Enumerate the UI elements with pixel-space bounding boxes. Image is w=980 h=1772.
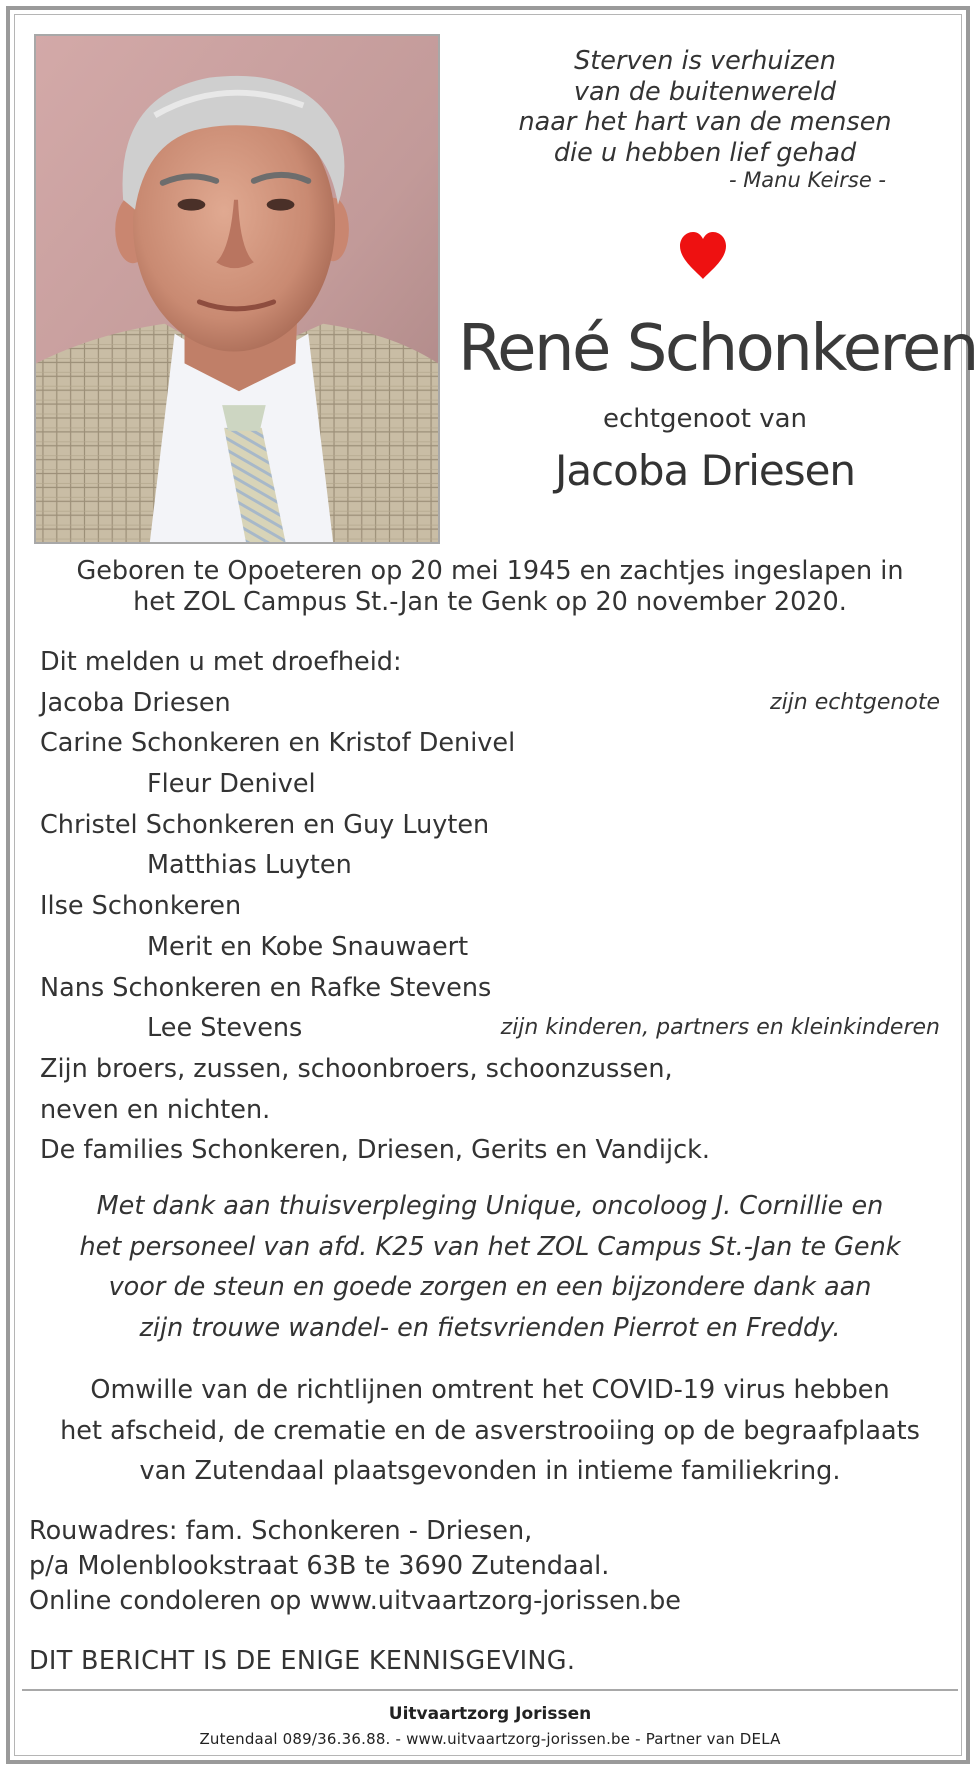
final-notice: DIT BERICHT IS DE ENIGE KENNISGEVING. xyxy=(29,1646,576,1676)
address-line: p/a Molenblookstraat 63B te 3690 Zutendaal. xyxy=(29,1551,610,1581)
quote-line: naar het hart van de mensen xyxy=(518,107,892,137)
covid-line: Omwille van de richtlijnen omtrent het COVID-19 virus hebben xyxy=(90,1375,890,1405)
family-intro: Dit melden u met droefheid: xyxy=(40,647,402,677)
portrait-photo xyxy=(34,34,440,544)
family-member: Fleur Denivel xyxy=(147,769,316,800)
family-member: Jacoba Driesen zijn echtgenote xyxy=(40,683,940,724)
extended-family: neven en nichten. xyxy=(40,1094,271,1125)
deceased-name: René Schonkeren xyxy=(458,312,977,386)
covid-line: het afscheid, de crematie en de asverstrooiing op de begraafplaats xyxy=(60,1415,920,1446)
thanks-text xyxy=(34,1186,946,1349)
extended-family: De families Schonkeren, Driesen, Gerits en Vandijck. xyxy=(40,1135,710,1166)
heart-icon xyxy=(677,230,729,282)
thanks-line: het personeel van afd. K25 van het ZOL Campus St.-Jan te Genk xyxy=(79,1231,901,1262)
footer-contact: Zutendaal 089/36.36.88. - www.uitvaartzorg-jorissen.be - Partner van DELA xyxy=(199,1730,781,1748)
covid-line: van Zutendaal plaatsgevonden in intieme familiekring. xyxy=(139,1456,841,1487)
address-line: Online condoleren op www.uitvaartzorg-jorissen.be xyxy=(29,1586,681,1616)
quote-line: van de buitenwereld xyxy=(573,76,837,107)
family-member: Lee Stevens zijn kinderen, partners en kleinkinderen xyxy=(40,1008,940,1049)
birth-line: Geboren te Opoeteren op 20 mei 1945 en zachtjes ingeslapen in xyxy=(76,556,904,586)
family-list xyxy=(40,642,940,1171)
birth-text xyxy=(34,556,946,618)
quote-line: die u hebben lief gehad xyxy=(553,137,857,168)
family-member: Merit en Kobe Snauwaert xyxy=(147,931,469,962)
thanks-line: zijn trouwe wandel- en fietsvrienden Pierrot en Freddy. xyxy=(139,1313,841,1344)
family-member: Carine Schonkeren en Kristof Denivel xyxy=(40,728,516,759)
thanks-line: voor de steun en goede zorgen en een bijzondere dank aan xyxy=(108,1272,872,1303)
quote-author: - Manu Keirse - xyxy=(728,168,886,192)
quote xyxy=(478,46,932,168)
covid-text xyxy=(34,1370,946,1492)
relation-note: zijn echtgenote xyxy=(770,689,940,715)
relation-note: zijn kinderen, partners en kleinkinderen xyxy=(500,1015,940,1041)
relation-label: echtgenoot van xyxy=(602,404,807,434)
extended-family: Zijn broers, zussen, schoonbroers, schoonzussen, xyxy=(40,1053,673,1084)
footer-company: Uitvaartzorg Jorissen xyxy=(388,1704,592,1724)
address-line: Rouwadres: fam. Schonkeren - Driesen, xyxy=(29,1516,533,1546)
mourning-address xyxy=(29,1514,929,1619)
family-member: Nans Schonkeren en Rafke Stevens xyxy=(40,972,492,1003)
family-member: Ilse Schonkeren xyxy=(40,891,242,922)
footer-divider xyxy=(22,1689,958,1691)
thanks-line: Met dank aan thuisverpleging Unique, oncoloog J. Cornillie en xyxy=(96,1191,884,1221)
family-member: Matthias Luyten xyxy=(147,850,352,881)
spouse-name: Jacoba Driesen xyxy=(554,446,856,495)
quote-line: Sterven is verhuizen xyxy=(574,46,836,76)
family-member: Christel Schonkeren en Guy Luyten xyxy=(40,809,490,840)
birth-line: het ZOL Campus St.-Jan te Genk op 20 november 2020. xyxy=(133,587,847,617)
